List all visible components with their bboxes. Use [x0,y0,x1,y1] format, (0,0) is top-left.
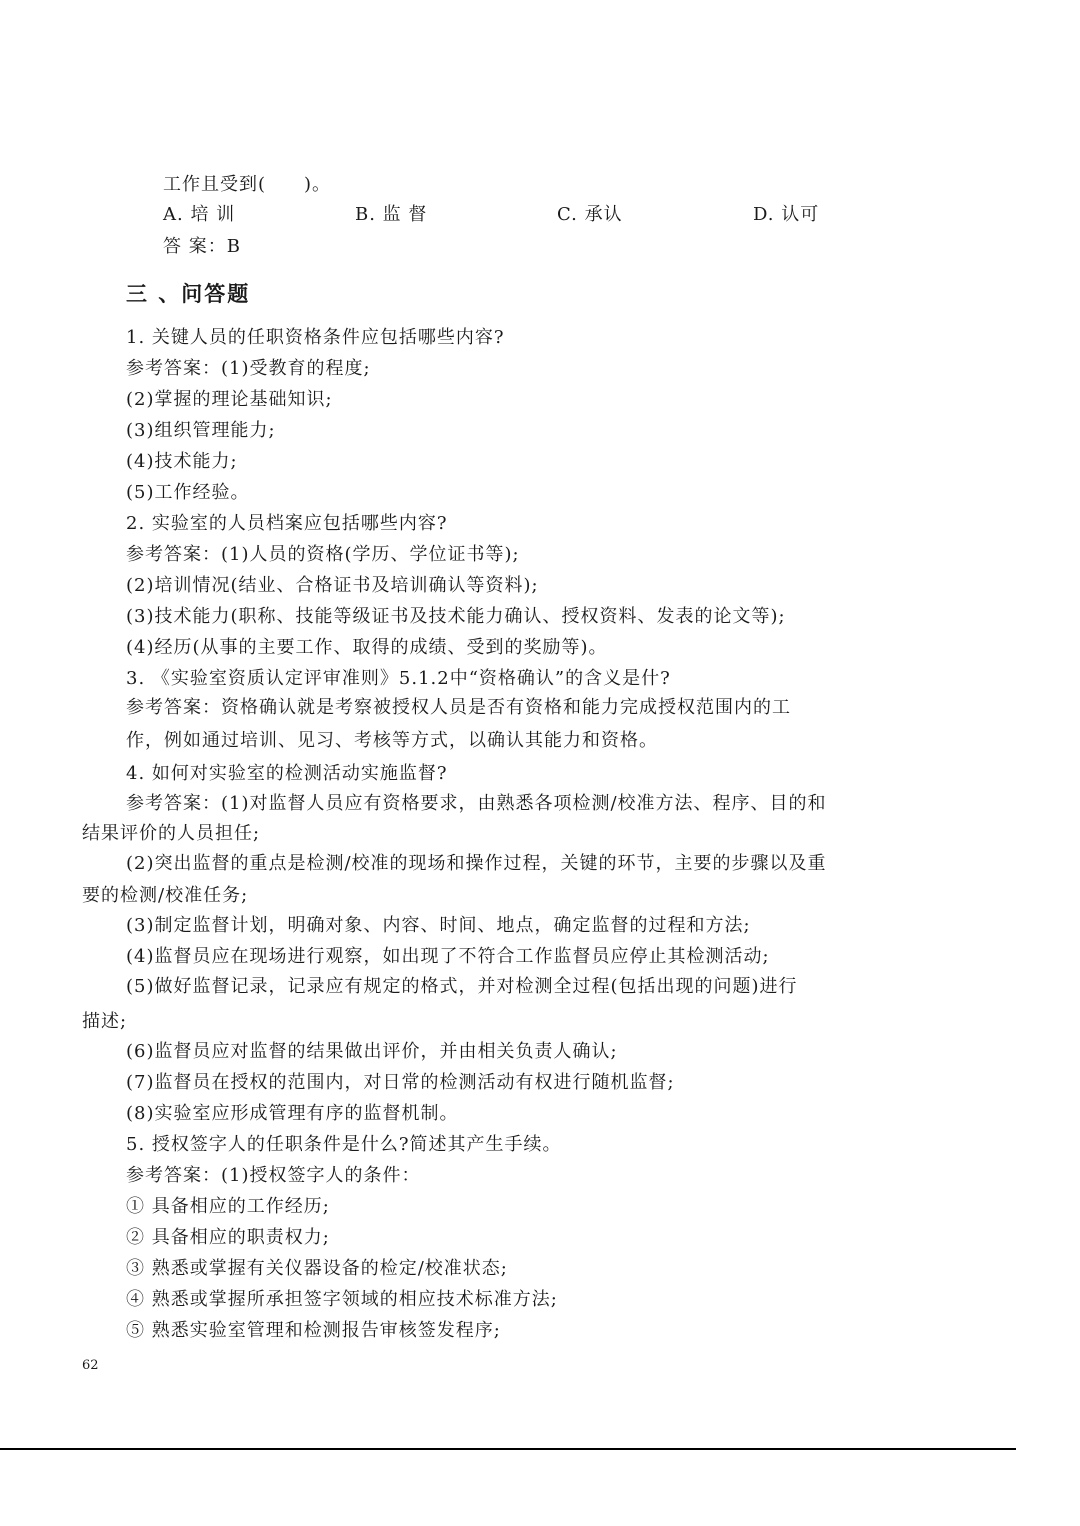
text-line: 参考答案：(1)授权签字人的条件： [126,1165,421,1186]
text-line: ① 具备相应的工作经历; [126,1196,330,1217]
text-line: ② 具备相应的职责权力; [126,1227,330,1248]
text-line: 5. 授权签字人的任职条件是什么?简述其产生手续。 [126,1134,562,1155]
text-line: 参考答案：资格确认就是考察被授权人员是否有资格和能力完成授权范围内的工 [126,697,791,718]
text-line: (5)工作经验。 [126,482,250,503]
text-line: 作，例如通过培训、见习、考核等方式，以确认其能力和资格。 [126,730,658,751]
text-line: 4. 如何对实验室的检测活动实施监督? [126,763,448,784]
text-line: 2. 实验室的人员档案应包括哪些内容? [126,513,448,534]
text-line: 1. 关键人员的任职资格条件应包括哪些内容? [126,327,505,348]
text-line: (2)突出监督的重点是检测/校准的现场和操作过程，关键的环节，主要的步骤以及重 [126,853,827,874]
text-line: (2)培训情况(结业、合格证书及培训确认等资料); [126,575,539,596]
answer-line: 答 案：B [163,236,241,257]
text-line: ③ 熟悉或掌握有关仪器设备的检定/校准状态; [126,1258,508,1279]
text-line: (3)技术能力(职称、技能等级证书及技术能力确认、授权资料、发表的论文等); [126,606,786,627]
text-line: 参考答案：(1)受教育的程度; [126,358,371,379]
section-title: 三 、问答题 [126,282,251,306]
text-line: 结果评价的人员担任; [82,823,261,844]
text-line: 要的检测/校准任务; [82,885,249,906]
page-number: 62 [82,1358,99,1373]
option-b: B. 监 督 [355,204,428,225]
option-c: C. 承认 [557,204,623,225]
text-line: (2)掌握的理论基础知识; [126,389,333,410]
text-line: (3)组织管理能力; [126,420,276,441]
text-line: ④ 熟悉或掌握所承担签字领域的相应技术标准方法; [126,1289,558,1310]
option-d: D. 认可 [753,204,820,225]
text-line: ⑤ 熟悉实验室管理和检测报告审核签发程序; [126,1320,501,1341]
text-line: (8)实验室应形成管理有序的监督机制。 [126,1103,459,1124]
text-line: 描述; [82,1011,128,1032]
text-line: 参考答案：(1)对监督人员应有资格要求，由熟悉各项检测/校准方法、程序、目的和 [126,793,827,814]
text-line: (4)监督员应在现场进行观察，如出现了不符合工作监督员应停止其检测活动; [126,946,770,967]
text-line: 参考答案：(1)人员的资格(学历、学位证书等); [126,544,520,565]
option-a: A. 培 训 [163,204,236,225]
bottom-rule [0,1448,1016,1450]
text-line: (6)监督员应对监督的结果做出评价，并由相关负责人确认; [126,1041,618,1062]
text-line: (3)制定监督计划，明确对象、内容、时间、地点，确定监督的过程和方法; [126,915,751,936]
text-line: 3. 《实验室资质认定评审准则》5.1.2中“资格确认”的含义是什? [126,668,671,689]
question-tail: 工作且受到( )。 [163,174,332,195]
text-line: (5)做好监督记录，记录应有规定的格式，并对检测全过程(包括出现的问题)进行 [126,976,798,997]
text-line: (4)技术能力; [126,451,238,472]
text-line: (4)经历(从事的主要工作、取得的成绩、受到的奖励等)。 [126,637,608,658]
text-line: (7)监督员在授权的范围内，对日常的检测活动有权进行随机监督; [126,1072,675,1093]
